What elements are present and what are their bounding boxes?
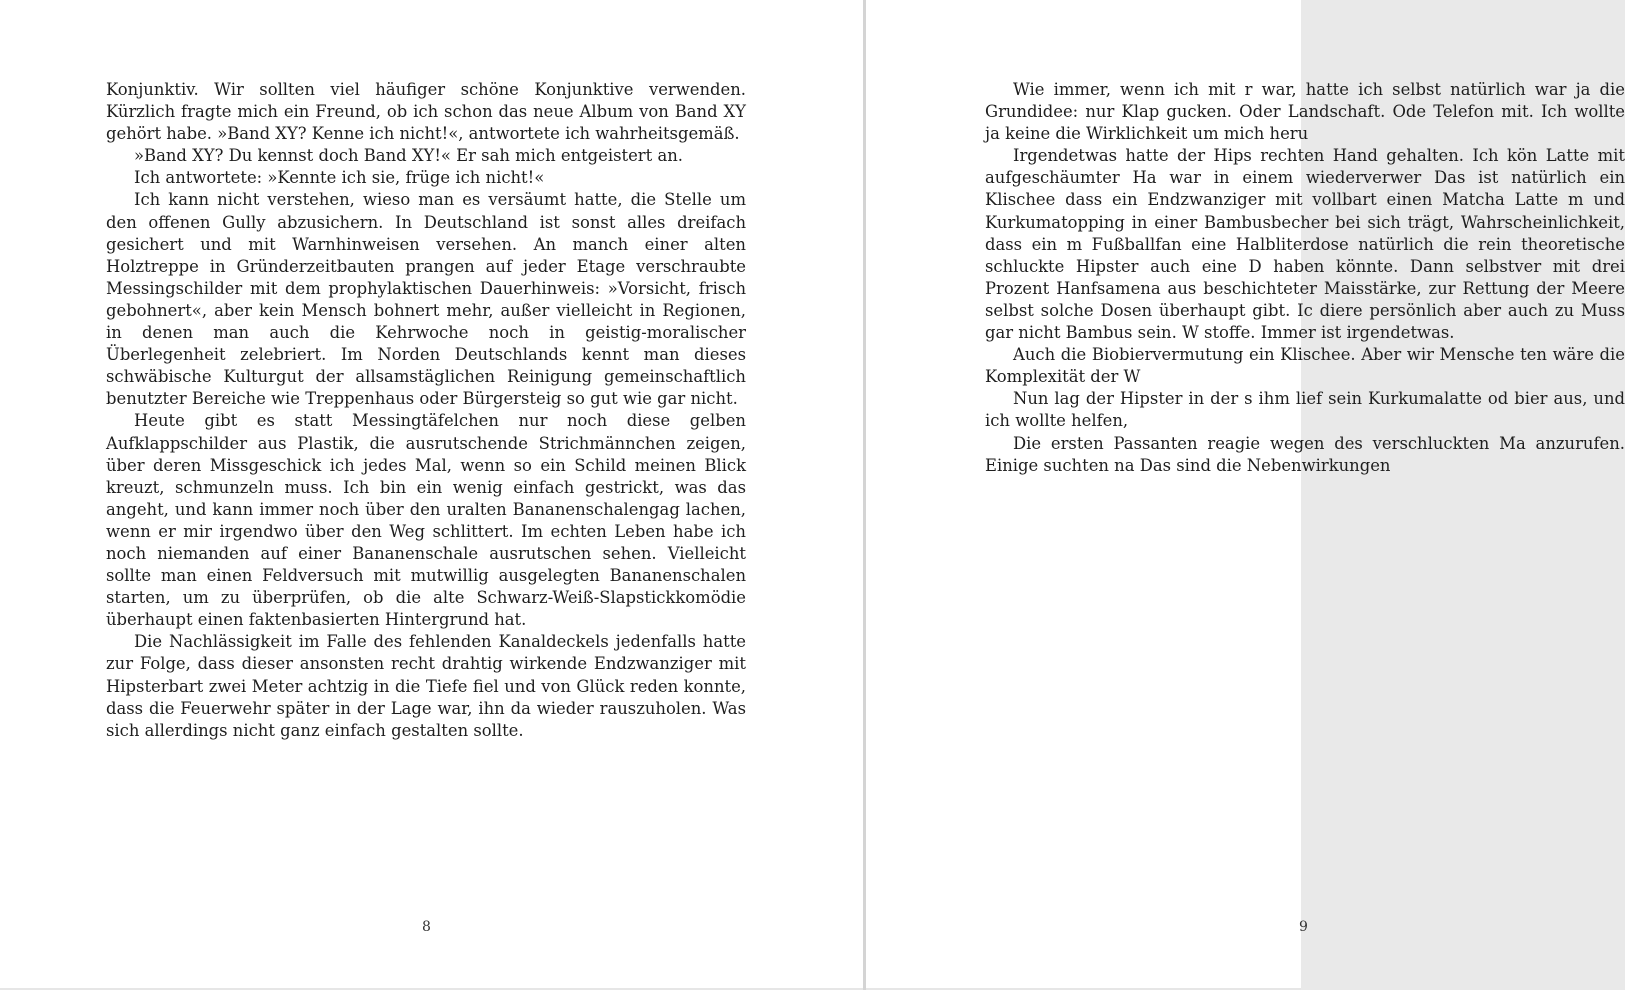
paragraph: »Band XY? Du kennst doch Band XY!« Er sah mich entgeistert an.	[134, 146, 683, 166]
paragraph: Auch die Biobiervermutung ein Klischee. Aber wir Mensche ten wäre die Komplexität der W	[985, 345, 1625, 387]
paragraph: Konjunktiv. Wir sollten viel häufiger schöne Konjunktive verwenden. Kürzlich fragte mich ein Freund, ob ich schon das neue Album von Band XY gehört habe. »Band XY? Kenne ich nicht!«, antwortete ich wahrheitsgemäß.	[106, 80, 746, 144]
paragraph: Irgendetwas hatte der Hips rechten Hand gehalten. Ich kön Latte mit aufgeschäumter Ha war in einem wiederverwer Das ist natürlich ein Klischee dass ein Endzwanziger mit vollbart einen Matcha Latte m und Kurkumatopping in einer Bambusbecher bei sich trägt, Wahrscheinlichkeit, dass ein m Fußballfan eine Halbliterdose natürlich die rein theoretische schluckte Hipster auch eine D haben könnte. Dann selbstver mit drei Prozent Hanfsamena aus beschichteter Maisstärke, zur Rettung der Meere selbst solche Dosen überhaupt gibt. Ic diere persönlich aber auch zu Muss gar nicht Bambus sein. W stoffe. Immer ist irgendetwas.	[985, 146, 1625, 343]
paragraph: Ich kann nicht verstehen, wieso man es versäumt hatte, die Stelle um den offenen Gully abzusichern. In Deutschland ist sonst alles dreifach gesichert und mit Warnhinweisen versehen. An manch einer alten Holztreppe in Gründerzeitbauten prangen auf jeder Etage verschraubte Messingschilder mit dem prophylaktischen Dauerhinweis: »Vorsicht, frisch gebohnert«, aber kein Mensch bohnert mehr, außer vielleicht in Regionen, in denen man auch die Kehrwoche noch in geistig-moralischer Überlegenheit zelebriert. Im Norden Deutschlands kennt man dieses schwäbische Kulturgut der allsamstäglichen Reinigung gemeinschaftlich benutzter Bereiche wie Treppenhaus oder Bürgersteig so gut wie gar nicht.	[106, 190, 746, 409]
paragraph: Die ersten Passanten reagie wegen des verschluckten Ma anzurufen. Einige suchten na Das sind die Nebenwirkungen	[985, 433, 1625, 475]
paragraph: Nun lag der Hipster in der s ihm lief sein Kurkumalatte od bier aus, und ich wollte helfen,	[985, 389, 1625, 431]
page-number-right: 9	[1299, 919, 1308, 935]
right-page-text	[985, 79, 1625, 477]
paragraph: Wie immer, wenn ich mit r war, hatte ich selbst natürlich war ja die Grundidee: nur Klap gucken. Oder Landschaft. Ode Telefon mit. Ich wollte ja keine die Wirklichkeit um mich heru	[985, 80, 1625, 144]
paragraph: Die Nachlässigkeit im Falle des fehlenden Kanaldeckels jedenfalls hatte zur Folge, dass dieser ansonsten recht drahtig wirkende Endzwanziger mit Hipsterbart zwei Meter achtzig in die Tiefe fiel und von Glück reden konnte, dass die Feuerwehr später in der Lage war, ihn da wieder rauszuholen. Was sich allerdings nicht ganz einfach gestalten sollte.	[106, 632, 746, 740]
paragraph: Heute gibt es statt Messingtäfelchen nur noch diese gelben Aufklappschilder aus Plastik, die ausrutschende Strichmännchen zeigen, über deren Missgeschick ich jedes Mal, wenn so ein Schild meinen Blick kreuzt, schmunzeln muss. Ich bin ein wenig einfach gestrickt, was das angeht, und kann immer noch über den uralten Bananenschalengag lachen, wenn er mir irgendwo über den Weg schlittert. Im echten Leben habe ich noch niemanden auf einer Bananenschale ausrutschen sehen. Vielleicht sollte man einen Feldversuch mit mutwillig ausgelegten Bananenschalen starten, um zu überprüfen, ob die alte Schwarz-Weiß-Slapstickkomödie überhaupt einen faktenbasierten Hintergrund hat.	[106, 411, 746, 630]
paragraph: Ich antwortete: »Kennte ich sie, früge ich nicht!«	[134, 168, 545, 188]
page-number-left: 8	[422, 919, 431, 935]
left-page-text	[106, 79, 746, 742]
right-page	[866, 0, 1625, 988]
